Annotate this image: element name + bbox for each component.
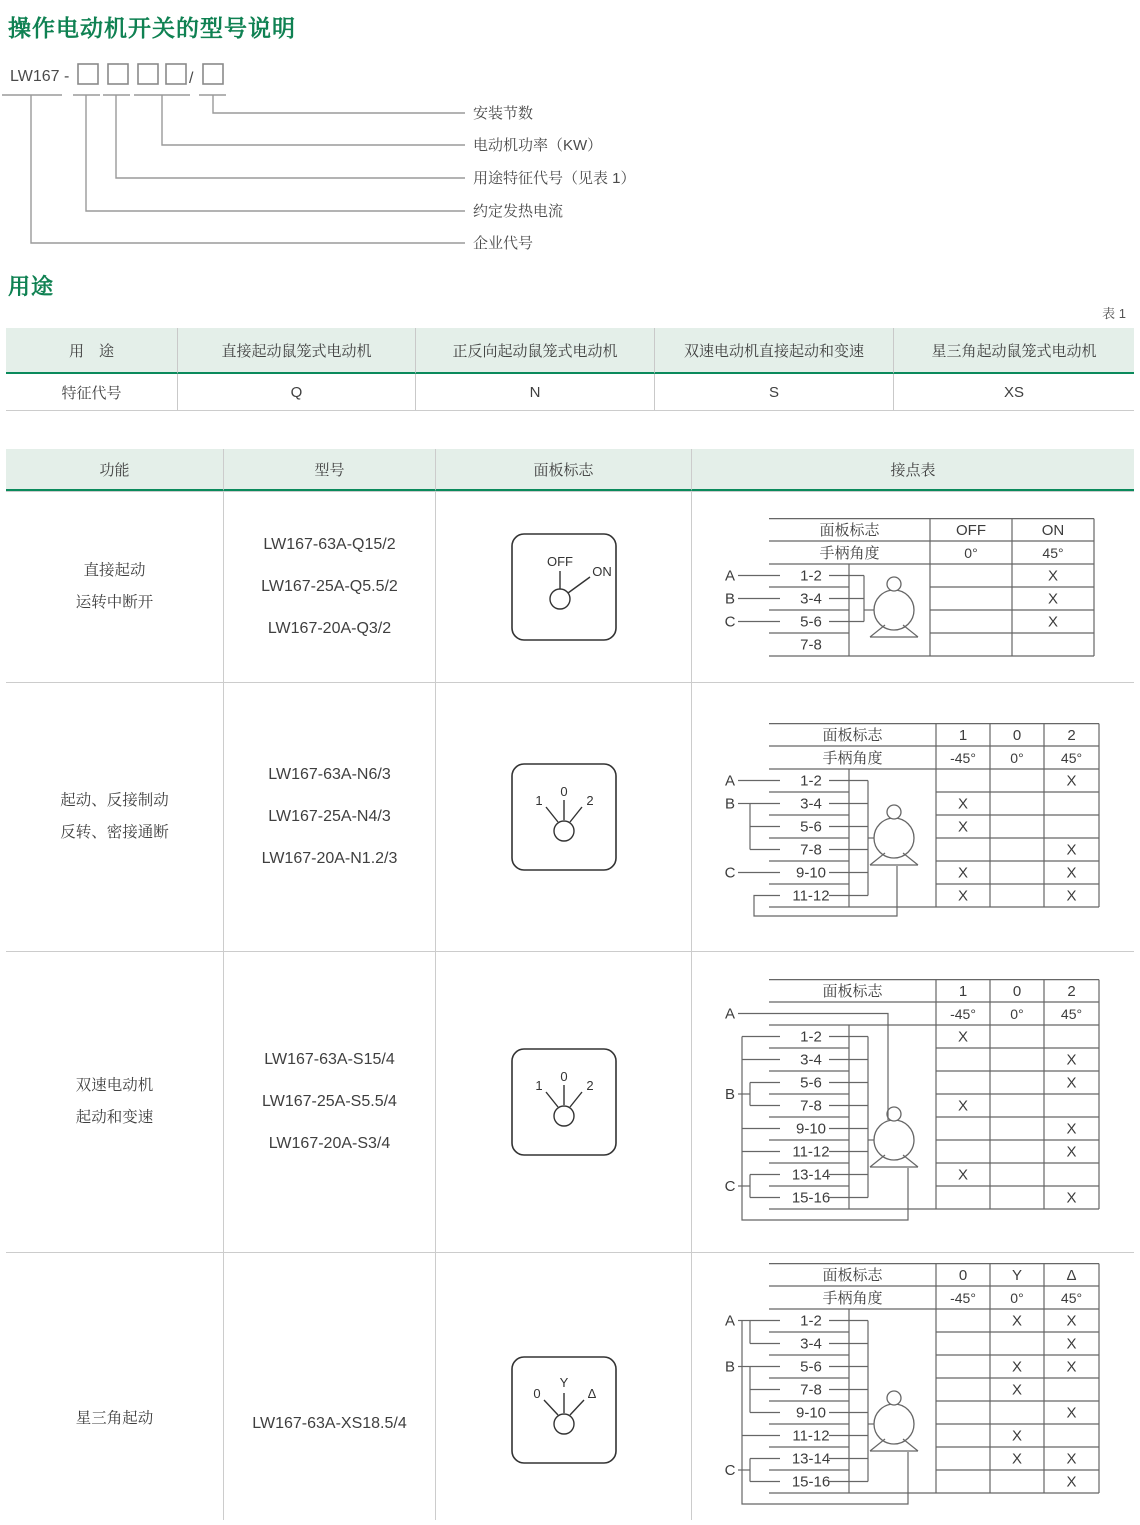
contact-header-handle-angle: 手柄角度 <box>822 750 883 767</box>
terminal-label: 9-10 <box>795 864 827 882</box>
usage-header-use: 用 途 <box>6 328 178 374</box>
phase-label: B <box>724 1358 736 1376</box>
terminal-label: 5-6 <box>800 818 822 836</box>
phase-label: C <box>724 1178 736 1195</box>
terminal-label: 1-2 <box>800 772 822 790</box>
panel-label-top: OFF <box>546 554 573 569</box>
contact-angle-value: 0° <box>1010 1006 1024 1022</box>
panel-symbol-102 <box>504 756 624 878</box>
motor-icon <box>870 853 885 865</box>
usage-table-header <box>6 328 1134 374</box>
contact-table-s <box>692 979 1122 1231</box>
contact-mark-x: X <box>957 1097 969 1115</box>
panel-label-right: 2 <box>585 1078 594 1093</box>
contact-mark-x: X <box>1011 1427 1023 1445</box>
contact-angle-value: 45° <box>1060 1290 1083 1306</box>
contact-mark-x: X <box>1011 1450 1023 1468</box>
contact-header-panel-mark: 面板标志 <box>822 727 883 744</box>
panel-label-left: 0 <box>532 1386 541 1401</box>
motor-icon <box>887 1107 901 1121</box>
contact-mark-x: X <box>1047 613 1059 631</box>
contact-position-label: 0 <box>1012 983 1022 1000</box>
model-number: LW167-63A-S15/4 <box>264 1051 395 1068</box>
contact-angle-value: 45° <box>1060 750 1083 766</box>
contact-position-label: Y <box>1011 1267 1023 1284</box>
terminal-label: 1-2 <box>800 1028 822 1046</box>
model-cell <box>224 952 436 1252</box>
panel-cell <box>436 1253 692 1520</box>
function-cell <box>6 952 224 1252</box>
model-number: LW167-63A-Q15/2 <box>263 536 396 553</box>
contact-angle-value: -45° <box>950 750 976 766</box>
contact-mark-x: X <box>1066 864 1077 882</box>
motor-icon <box>870 1155 885 1167</box>
contact-mark-x: X <box>1011 1358 1023 1376</box>
contact-mark-x: X <box>1066 772 1077 790</box>
contact-mark-x: X <box>1066 887 1077 905</box>
contact-table-n <box>692 723 1122 925</box>
contact-header-handle-angle: 手柄角度 <box>822 1290 883 1307</box>
motor-icon <box>874 818 914 858</box>
contact-mark-x: X <box>957 887 969 905</box>
spec-table <box>6 449 1134 1520</box>
function-line: 双速电动机 <box>75 1077 154 1094</box>
contact-header-handle-angle: 手柄角度 <box>819 545 880 562</box>
model-cell <box>224 492 436 682</box>
table1-tag: 表 1 <box>1102 306 1126 321</box>
motor-icon <box>874 590 914 630</box>
motor-icon <box>903 625 918 637</box>
contact-mark-x: X <box>1066 1120 1077 1138</box>
spec-header-function: 功能 <box>6 449 224 491</box>
panel-label-top: Y <box>559 1375 568 1390</box>
panel-label-top: 0 <box>559 784 568 799</box>
usage-header-twospeed: 双速电动机直接起动和变速 <box>655 328 894 374</box>
phase-label: C <box>724 864 736 882</box>
contact-mark-x: X <box>1066 1143 1077 1161</box>
phase-label: A <box>724 567 736 585</box>
terminal-label: 3-4 <box>800 795 822 813</box>
terminal-label: 5-6 <box>800 1358 822 1376</box>
contact-cell <box>692 492 1134 682</box>
contact-angle-value: 0° <box>964 545 978 561</box>
panel-cell <box>436 492 692 682</box>
panel-symbol-102 <box>504 1041 624 1163</box>
function-cell <box>6 492 224 682</box>
terminal-label: 3-4 <box>800 1335 822 1353</box>
usage-code-n: N <box>416 374 655 411</box>
terminal-label: 7-8 <box>800 841 822 859</box>
contact-mark-x: X <box>1066 841 1077 859</box>
model-box-4 <box>166 64 186 84</box>
model-number: LW167-63A-XS18.5/4 <box>252 1415 407 1432</box>
contact-position-label: 0 <box>1012 727 1022 744</box>
model-number: LW167-63A-N6/3 <box>268 766 391 783</box>
usage-code-q: Q <box>178 374 416 411</box>
spec-row-reversing <box>6 682 1134 951</box>
model-number: LW167-20A-S3/4 <box>268 1135 391 1152</box>
panel-label-top: 0 <box>559 1069 568 1084</box>
spec-header-panel: 面板标志 <box>436 449 692 491</box>
usage-table <box>6 328 1134 411</box>
spec-header-contacts: 接点表 <box>692 449 1134 491</box>
motor-icon <box>903 1439 918 1451</box>
panel-label-right: ON <box>591 564 612 579</box>
contact-table-q <box>692 518 1122 670</box>
motor-icon <box>887 577 901 591</box>
contact-cell <box>692 1253 1134 1520</box>
terminal-label: 7-8 <box>800 1097 822 1115</box>
terminal-label: 9-10 <box>795 1120 827 1138</box>
model-number: LW167-25A-N4/3 <box>268 808 391 825</box>
model-cell <box>224 683 436 951</box>
contact-angle-value: 0° <box>1010 1290 1024 1306</box>
model-box-5 <box>203 64 223 84</box>
model-number: LW167-20A-N1.2/3 <box>261 850 398 867</box>
motor-icon <box>870 625 885 637</box>
spec-table-header <box>6 449 1134 491</box>
terminal-label: 3-4 <box>800 590 822 608</box>
usage-code-xs: XS <box>894 374 1134 411</box>
phase-label: B <box>724 1086 736 1103</box>
usage-table-row <box>6 374 1134 411</box>
phase-label: B <box>724 795 736 813</box>
contact-mark-x: X <box>1066 1312 1077 1330</box>
contact-mark-x: X <box>1066 1404 1077 1422</box>
motor-icon <box>903 853 918 865</box>
panel-label-right: Δ <box>587 1386 596 1401</box>
model-label-current: 约定发热电流 <box>473 203 564 220</box>
motor-icon <box>903 1155 918 1167</box>
contact-header-panel-mark: 面板标志 <box>819 522 880 539</box>
panel-frame <box>512 534 616 640</box>
model-prefix: LW167 - <box>10 68 70 85</box>
contact-position-label: 2 <box>1067 983 1076 1000</box>
terminal-label: 3-4 <box>800 1051 822 1069</box>
contact-mark-x: X <box>1066 1358 1077 1376</box>
function-line: 反转、密接通断 <box>60 824 169 841</box>
contact-mark-x: X <box>957 1166 969 1184</box>
spec-row-stardelta <box>6 1252 1134 1520</box>
panel-label-left: 1 <box>534 1078 543 1093</box>
page-title: 操作电动机开关的型号说明 <box>8 15 296 41</box>
contact-mark-x: X <box>957 1028 969 1046</box>
contact-mark-x: X <box>957 818 969 836</box>
panel-label-left: 1 <box>534 793 543 808</box>
terminal-label: 11-12 <box>792 887 830 905</box>
spec-row-direct-start <box>6 491 1134 682</box>
terminal-label: 13-14 <box>791 1166 831 1184</box>
function-line: 直接起动 <box>83 562 146 579</box>
motor-icon <box>874 1404 914 1444</box>
terminal-label: 1-2 <box>800 567 822 585</box>
contact-mark-x: X <box>1066 1074 1077 1092</box>
panel-symbol-onoff <box>504 526 624 648</box>
contact-angle-value: 45° <box>1060 1006 1083 1022</box>
phase-label: C <box>724 613 736 631</box>
contact-header-panel-mark: 面板标志 <box>822 1267 883 1284</box>
contact-cell <box>692 952 1134 1252</box>
contact-position-label: OFF <box>956 522 986 539</box>
model-cell <box>224 1253 436 1520</box>
function-line: 起动、反接制动 <box>60 792 169 809</box>
contact-mark-x: X <box>1047 567 1059 585</box>
terminal-label: 9-10 <box>795 1404 827 1422</box>
model-number: LW167-20A-Q3/2 <box>267 620 392 637</box>
model-box-2 <box>108 64 128 84</box>
phase-label: A <box>724 1005 736 1023</box>
contact-mark-x: X <box>1011 1312 1023 1330</box>
contact-angle-value: 45° <box>1042 545 1064 561</box>
phase-label: A <box>724 1312 736 1330</box>
contact-mark-x: X <box>957 864 969 882</box>
contact-mark-x: X <box>1066 1051 1077 1069</box>
terminal-label: 15-16 <box>791 1189 831 1207</box>
model-label-feature: 用途特征代号（见表 1） <box>473 170 636 187</box>
phase-label: B <box>724 590 736 608</box>
model-slash: / <box>189 70 194 87</box>
function-line: 运转中断开 <box>75 594 154 611</box>
panel-label-right: 2 <box>585 793 594 808</box>
terminal-label: 7-8 <box>800 1381 822 1399</box>
usage-row-label: 特征代号 <box>6 374 178 411</box>
contact-angle-value: -45° <box>950 1290 976 1306</box>
contact-mark-x: X <box>1066 1473 1077 1491</box>
usage-section-title: 用途 <box>8 274 55 299</box>
model-label-company: 企业代号 <box>473 235 534 252</box>
contact-position-label: 1 <box>958 983 968 1000</box>
model-label-power: 电动机功率（KW） <box>473 137 603 154</box>
terminal-label: 7-8 <box>800 636 822 654</box>
terminal-label: 13-14 <box>791 1450 831 1468</box>
phase-label: C <box>724 1462 736 1479</box>
contact-angle-value: 0° <box>1010 750 1024 766</box>
terminal-label: 15-16 <box>791 1473 831 1491</box>
motor-icon <box>887 805 901 819</box>
motor-icon <box>874 1120 914 1160</box>
contact-position-label: 0 <box>958 1267 968 1284</box>
spec-header-model: 型号 <box>224 449 436 491</box>
contact-cell <box>692 683 1134 951</box>
motor-icon <box>887 1391 901 1405</box>
contact-position-label: Δ <box>1066 1267 1077 1284</box>
terminal-label: 11-12 <box>792 1143 830 1161</box>
contact-position-label: ON <box>1041 522 1065 539</box>
contact-position-label: 1 <box>958 727 968 744</box>
model-box-3 <box>138 64 158 84</box>
usage-header-stardelta: 星三角起动鼠笼式电动机 <box>894 328 1134 374</box>
contact-mark-x: X <box>1011 1381 1023 1399</box>
panel-cell <box>436 952 692 1252</box>
model-number: LW167-25A-S5.5/4 <box>262 1093 397 1110</box>
motor-icon <box>870 1439 885 1451</box>
function-cell <box>6 683 224 951</box>
contact-table-xs <box>692 1263 1122 1515</box>
model-label-sections: 安装节数 <box>473 105 534 122</box>
contact-mark-x: X <box>1066 1189 1077 1207</box>
contact-mark-x: X <box>1066 1335 1077 1353</box>
terminal-label: 11-12 <box>792 1427 830 1445</box>
terminal-label: 1-2 <box>800 1312 822 1330</box>
function-cell <box>6 1253 224 1520</box>
spec-row-twospeed <box>6 951 1134 1252</box>
model-box-1 <box>78 64 98 84</box>
usage-header-direct: 直接起动鼠笼式电动机 <box>178 328 416 374</box>
terminal-label: 5-6 <box>800 613 822 631</box>
contact-angle-value: -45° <box>950 1006 976 1022</box>
page <box>0 10 1140 1520</box>
terminal-label: 5-6 <box>800 1074 822 1092</box>
usage-code-s: S <box>655 374 894 411</box>
contact-header-panel-mark: 面板标志 <box>822 983 883 1000</box>
panel-symbol-stardelta <box>504 1349 624 1471</box>
function-line: 星三角起动 <box>75 1410 154 1427</box>
function-line: 起动和变速 <box>75 1109 154 1126</box>
contact-mark-x: X <box>1066 1450 1077 1468</box>
model-number: LW167-25A-Q5.5/2 <box>261 578 398 595</box>
usage-header-reversing: 正反向起动鼠笼式电动机 <box>416 328 655 374</box>
contact-mark-x: X <box>1047 590 1059 608</box>
contact-mark-x: X <box>957 795 969 813</box>
panel-cell <box>436 683 692 951</box>
contact-position-label: 2 <box>1067 727 1076 744</box>
phase-label: A <box>724 772 736 790</box>
model-number-diagram <box>0 53 1140 258</box>
